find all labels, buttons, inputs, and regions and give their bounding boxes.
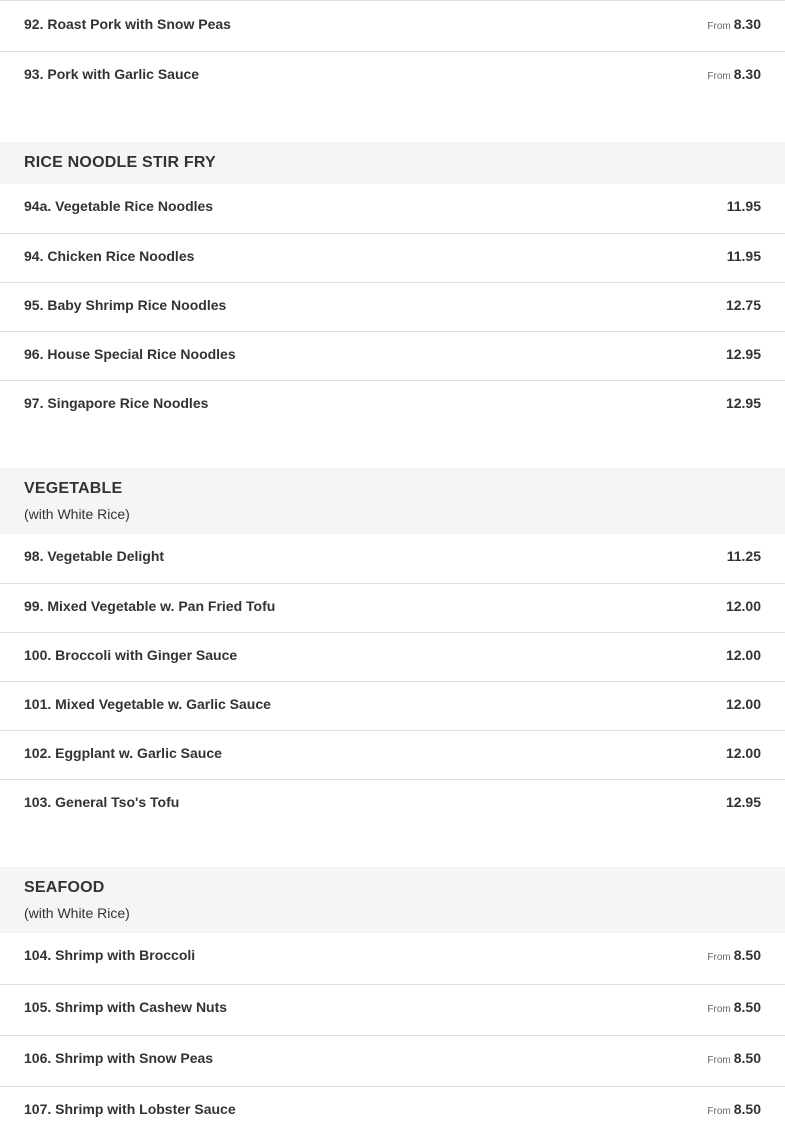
price-value: 8.30	[733, 16, 761, 32]
menu-item[interactable]	[0, 534, 785, 583]
price-value: 12.00	[725, 696, 761, 712]
item-name: 95. Baby Shrimp Rice Noodles	[24, 297, 227, 313]
menu-section-vegetable	[0, 468, 785, 867]
item-name: 101. Mixed Vegetable w. Garlic Sauce	[24, 696, 271, 712]
price-value: 12.75	[725, 297, 761, 313]
item-price	[727, 198, 761, 214]
menu-item[interactable]	[0, 730, 785, 779]
item-name: 106. Shrimp with Snow Peas	[24, 1050, 214, 1066]
price-value: 11.95	[726, 248, 761, 264]
menu-item[interactable]	[0, 51, 785, 142]
menu-section-pork	[0, 0, 785, 142]
from-label: From	[707, 71, 731, 82]
item-price	[726, 598, 761, 614]
price-value: 12.95	[725, 346, 761, 362]
item-price	[727, 248, 761, 264]
from-label: From	[707, 952, 731, 963]
item-price	[707, 1101, 761, 1117]
menu-item[interactable]	[0, 933, 785, 984]
item-name: 103. General Tso's Tofu	[24, 794, 180, 810]
item-name: 96. House Special Rice Noodles	[24, 346, 236, 362]
menu-section-rice-noodle-stir-fry	[0, 142, 785, 468]
price-value: 11.25	[726, 548, 761, 564]
item-name: 104. Shrimp with Broccoli	[24, 947, 196, 963]
menu-item[interactable]	[0, 779, 785, 867]
from-label: From	[707, 21, 731, 32]
price-value: 8.30	[733, 66, 761, 82]
menu-item[interactable]	[0, 0, 785, 51]
item-name: 92. Roast Pork with Snow Peas	[24, 16, 231, 32]
item-name: 100. Broccoli with Ginger Sauce	[24, 647, 238, 663]
item-name: 102. Eggplant w. Garlic Sauce	[24, 745, 222, 761]
menu-item[interactable]	[0, 380, 785, 468]
item-name: 94. Chicken Rice Noodles	[24, 248, 195, 264]
price-value: 12.95	[725, 794, 761, 810]
price-value: 12.00	[725, 647, 761, 663]
item-name: 107. Shrimp with Lobster Sauce	[24, 1101, 236, 1117]
item-price	[726, 395, 761, 411]
item-price	[726, 794, 761, 810]
menu-item[interactable]	[0, 984, 785, 1035]
item-price	[726, 696, 761, 712]
price-value: 12.95	[725, 395, 761, 411]
item-name: 97. Singapore Rice Noodles	[24, 395, 209, 411]
from-label: From	[707, 1106, 731, 1117]
menu-item[interactable]	[0, 681, 785, 730]
from-label: From	[707, 1055, 731, 1066]
item-price	[707, 1050, 761, 1066]
item-price	[727, 548, 761, 564]
item-price	[726, 297, 761, 313]
section-title: SEAFOOD	[24, 879, 105, 896]
section-subtitle: (with White Rice)	[24, 905, 130, 921]
price-value: 12.00	[725, 598, 761, 614]
menu-section-seafood	[0, 867, 785, 1136]
from-label: From	[707, 1004, 731, 1015]
price-value: 11.95	[726, 198, 761, 214]
menu-item[interactable]	[0, 583, 785, 632]
item-name: 98. Vegetable Delight	[24, 548, 165, 564]
menu-item[interactable]	[0, 331, 785, 380]
price-value: 8.50	[733, 947, 761, 963]
item-name: 94a. Vegetable Rice Noodles	[24, 198, 214, 214]
section-header	[0, 468, 785, 534]
item-price	[707, 16, 761, 32]
price-value: 8.50	[733, 999, 761, 1015]
item-price	[726, 647, 761, 663]
menu-item[interactable]	[0, 1086, 785, 1136]
item-price	[726, 745, 761, 761]
menu-item[interactable]	[0, 233, 785, 282]
price-value: 8.50	[733, 1101, 761, 1117]
section-title: VEGETABLE	[24, 480, 123, 497]
menu-item[interactable]	[0, 632, 785, 681]
section-header	[0, 142, 785, 184]
menu-item[interactable]	[0, 282, 785, 331]
item-price	[707, 947, 761, 963]
menu-item[interactable]	[0, 184, 785, 233]
item-price	[726, 346, 761, 362]
section-header	[0, 867, 785, 933]
item-name: 105. Shrimp with Cashew Nuts	[24, 999, 228, 1015]
item-name: 99. Mixed Vegetable w. Pan Fried Tofu	[24, 598, 276, 614]
item-price	[707, 999, 761, 1015]
price-value: 12.00	[725, 745, 761, 761]
section-subtitle: (with White Rice)	[24, 506, 130, 522]
item-name: 93. Pork with Garlic Sauce	[24, 66, 200, 82]
section-title: RICE NOODLE STIR FRY	[24, 154, 216, 171]
menu-item[interactable]	[0, 1035, 785, 1086]
item-price	[707, 66, 761, 82]
price-value: 8.50	[733, 1050, 761, 1066]
